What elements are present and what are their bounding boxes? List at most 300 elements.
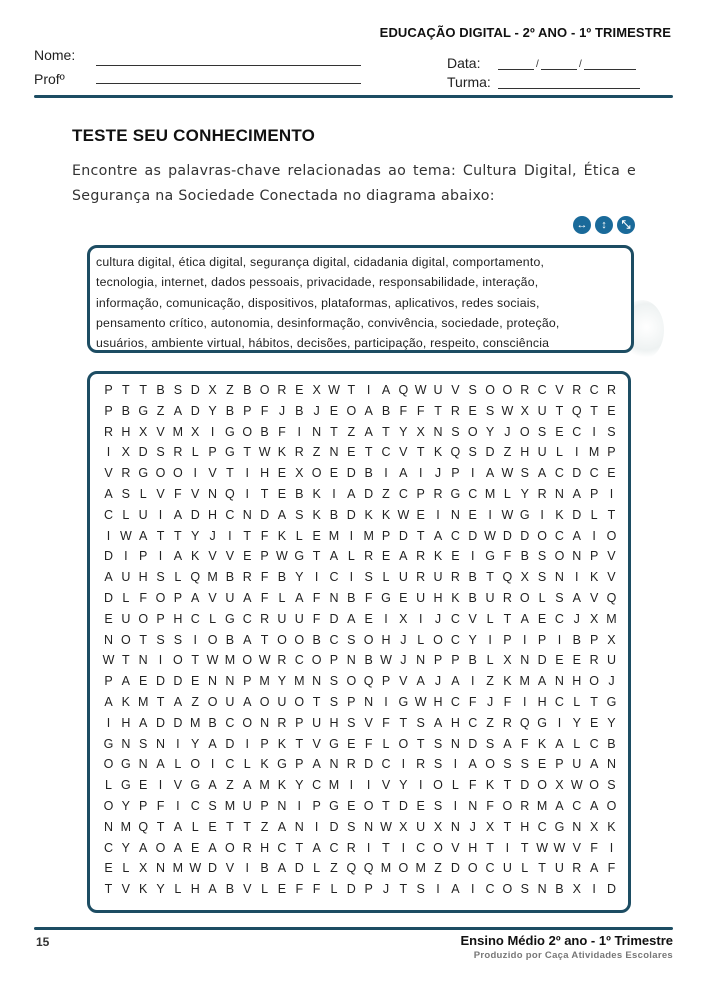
grid-letter[interactable]: N [121,736,131,751]
grid-letter[interactable]: U [416,590,426,605]
grid-letter[interactable]: V [225,549,235,564]
grid-letter[interactable]: H [173,611,183,626]
grid-letter[interactable]: A [208,736,217,751]
grid-letter[interactable]: I [523,632,527,647]
grid-letter[interactable]: U [277,611,287,626]
grid-letter[interactable]: C [450,611,460,626]
grid-letter[interactable]: L [382,736,390,751]
grid-letter[interactable]: M [606,611,617,626]
grid-letter[interactable]: T [174,528,182,543]
grid-letter[interactable]: I [523,694,527,709]
grid-letter[interactable]: D [537,653,547,668]
grid-letter[interactable]: J [400,653,407,668]
grid-letter[interactable]: I [470,466,475,481]
grid-letter[interactable]: O [537,528,547,543]
grid-letter[interactable]: U [554,861,564,876]
grid-letter[interactable]: D [103,549,114,564]
grid-letter[interactable]: Q [138,819,149,834]
grid-letter[interactable]: E [295,383,304,397]
grid-letter[interactable]: M [588,445,600,460]
grid-letter[interactable]: O [259,694,270,709]
grid-letter[interactable]: W [380,653,392,668]
grid-letter[interactable]: V [225,861,235,876]
grid-letter[interactable]: R [294,445,304,460]
grid-letter[interactable]: T [590,694,598,709]
grid-letter[interactable]: Y [191,736,200,751]
grid-letter[interactable]: T [486,570,494,585]
grid-letter[interactable]: N [520,653,530,668]
grid-letter[interactable]: F [260,590,269,605]
grid-letter[interactable]: A [589,798,599,813]
grid-letter[interactable]: F [312,611,321,626]
grid-letter[interactable]: E [399,590,408,605]
grid-letter[interactable]: O [502,798,513,813]
grid-letter[interactable]: W [414,383,427,397]
grid-letter[interactable]: P [607,445,616,460]
grid-letter[interactable]: X [191,424,200,439]
grid-letter[interactable]: K [277,778,287,793]
grid-letter[interactable]: O [363,798,374,813]
grid-letter[interactable]: B [208,715,217,730]
grid-letter[interactable]: A [243,590,252,605]
grid-letter[interactable]: J [434,466,442,481]
grid-letter[interactable]: T [122,653,130,668]
grid-letter[interactable]: P [104,403,113,418]
grid-letter[interactable]: X [503,653,512,668]
grid-letter[interactable]: U [312,715,322,730]
grid-letter[interactable]: L [486,611,494,626]
grid-letter[interactable]: G [225,424,235,439]
grid-letter[interactable]: R [346,840,356,855]
grid-letter[interactable]: N [312,424,322,439]
grid-letter[interactable]: U [433,383,443,397]
grid-letter[interactable]: C [381,445,391,460]
grid-letter[interactable]: P [589,632,599,647]
grid-letter[interactable]: I [245,861,249,876]
grid-letter[interactable]: B [364,653,373,668]
grid-letter[interactable]: E [537,611,547,626]
grid-letter[interactable]: K [503,674,512,689]
grid-letter[interactable]: M [190,715,201,730]
grid-letter[interactable]: N [156,861,166,876]
grid-letter[interactable]: S [416,715,425,730]
grid-letter[interactable]: G [398,694,409,709]
grid-letter[interactable]: P [173,590,183,605]
grid-letter[interactable]: Y [607,715,616,730]
grid-letter[interactable]: P [589,549,599,564]
grid-letter[interactable]: C [554,466,564,481]
grid-letter[interactable]: D [208,861,218,876]
grid-letter[interactable]: K [312,486,321,501]
grid-letter[interactable]: B [260,861,269,876]
grid-letter[interactable]: F [503,549,512,564]
grid-letter[interactable]: N [225,674,235,689]
grid-letter[interactable]: M [328,778,340,793]
grid-letter[interactable]: A [277,819,287,834]
grid-letter[interactable]: O [207,694,218,709]
grid-letter[interactable]: H [260,840,270,855]
grid-letter[interactable]: B [225,632,235,647]
grid-letter[interactable]: I [245,466,249,481]
grid-letter[interactable]: O [173,466,183,481]
grid-letter[interactable]: S [173,632,183,647]
grid-letter[interactable]: R [242,570,252,585]
grid-letter[interactable]: Q [571,403,582,418]
grid-letter[interactable]: S [433,757,443,772]
grid-letter[interactable]: I [314,819,319,834]
grid-letter[interactable]: S [433,798,443,813]
grid-letter[interactable]: P [104,383,113,397]
grid-letter[interactable]: N [416,653,426,668]
grid-letter[interactable]: A [139,528,148,543]
grid-letter[interactable]: T [139,383,147,397]
grid-letter[interactable]: E [139,674,148,689]
grid-letter[interactable]: N [554,570,564,585]
grid-letter[interactable]: I [210,757,215,772]
grid-letter[interactable]: W [501,466,514,481]
grid-letter[interactable]: C [329,840,339,855]
grid-letter[interactable]: I [575,445,579,460]
grid-letter[interactable]: N [208,674,218,689]
grid-letter[interactable]: Y [468,632,477,647]
grid-letter[interactable]: A [451,674,460,689]
grid-letter[interactable]: N [433,424,443,439]
grid-letter[interactable]: S [156,632,165,647]
nome-field[interactable] [96,65,361,66]
grid-letter[interactable]: F [278,424,286,439]
grid-letter[interactable]: F [416,403,425,418]
grid-letter[interactable]: Z [156,403,165,418]
grid-letter[interactable]: G [554,819,565,834]
grid-letter[interactable]: O [433,840,443,855]
grid-letter[interactable]: F [607,861,616,876]
grid-letter[interactable]: C [554,611,564,626]
grid-letter[interactable]: O [537,778,547,793]
grid-letter[interactable]: C [450,694,460,709]
grid-letter[interactable]: I [609,486,614,501]
grid-letter[interactable]: E [329,466,339,481]
grid-letter[interactable]: Z [347,424,356,439]
data-year-field[interactable] [584,69,636,70]
grid-letter[interactable]: Q [346,861,357,876]
grid-letter[interactable]: Z [434,861,442,876]
grid-letter[interactable]: T [364,445,373,460]
grid-letter[interactable]: O [519,590,530,605]
grid-letter[interactable]: P [312,798,321,813]
grid-letter[interactable]: E [364,611,373,626]
grid-letter[interactable]: W [414,694,427,709]
grid-letter[interactable]: U [121,570,131,585]
grid-letter[interactable]: Q [363,674,374,689]
grid-letter[interactable]: U [225,694,235,709]
grid-letter[interactable]: T [260,486,269,501]
grid-letter[interactable]: C [103,507,114,522]
grid-letter[interactable]: S [347,715,356,730]
grid-letter[interactable]: R [277,715,287,730]
grid-letter[interactable]: E [347,736,356,751]
grid-letter[interactable]: B [225,570,235,585]
grid-letter[interactable]: U [502,861,512,876]
grid-letter[interactable]: O [502,882,513,897]
grid-letter[interactable]: D [346,507,356,522]
grid-letter[interactable]: B [121,403,131,418]
grid-letter[interactable]: T [503,611,512,626]
grid-letter[interactable]: C [190,798,200,813]
grid-letter[interactable]: G [190,778,201,793]
grid-letter[interactable]: O [606,798,617,813]
grid-letter[interactable]: L [261,882,269,897]
grid-letter[interactable]: Q [502,570,513,585]
grid-letter[interactable]: W [536,840,548,855]
grid-letter[interactable]: H [572,674,582,689]
grid-letter[interactable]: L [209,611,217,626]
grid-letter[interactable]: F [486,798,494,813]
grid-letter[interactable]: I [470,674,475,689]
grid-letter[interactable]: W [119,528,132,543]
grid-letter[interactable]: L [313,861,321,876]
grid-letter[interactable]: R [364,549,374,564]
grid-letter[interactable]: P [208,445,217,460]
grid-letter[interactable]: E [347,445,356,460]
grid-letter[interactable]: C [554,694,564,709]
grid-letter[interactable]: V [607,570,616,585]
grid-letter[interactable]: L [538,590,546,605]
grid-letter[interactable]: L [330,882,338,897]
grid-letter[interactable]: A [277,861,287,876]
grid-letter[interactable]: K [537,736,547,751]
grid-letter[interactable]: T [416,528,425,543]
grid-letter[interactable]: C [329,632,339,647]
grid-letter[interactable]: I [349,570,354,585]
grid-letter[interactable]: O [155,466,166,481]
grid-letter[interactable]: I [488,632,492,647]
grid-letter[interactable]: P [381,528,391,543]
grid-letter[interactable]: S [347,632,356,647]
grid-letter[interactable]: N [329,590,339,605]
grid-letter[interactable]: D [260,507,270,522]
grid-letter[interactable]: B [347,590,356,605]
grid-letter[interactable]: A [173,694,183,709]
grid-letter[interactable]: A [364,424,373,439]
grid-letter[interactable]: V [312,736,321,751]
grid-letter[interactable]: O [346,403,357,418]
grid-letter[interactable]: Y [572,715,581,730]
grid-letter[interactable]: R [537,486,547,501]
grid-letter[interactable]: Z [226,383,234,397]
grid-letter[interactable]: O [311,466,322,481]
grid-letter[interactable]: L [243,757,251,772]
grid-letter[interactable]: P [364,882,373,897]
grid-letter[interactable]: T [226,466,234,481]
grid-letter[interactable]: V [607,549,616,564]
grid-letter[interactable]: A [555,736,564,751]
grid-letter[interactable]: X [520,570,529,585]
grid-letter[interactable]: W [501,507,514,522]
grid-letter[interactable]: F [590,840,598,855]
grid-letter[interactable]: M [172,861,184,876]
grid-letter[interactable]: O [346,674,357,689]
grid-letter[interactable]: D [294,861,304,876]
grid-letter[interactable]: K [121,694,131,709]
grid-letter[interactable]: D [520,528,530,543]
grid-letter[interactable]: I [436,507,440,522]
grid-letter[interactable]: M [207,570,218,585]
grid-letter[interactable]: I [384,466,388,481]
grid-letter[interactable]: B [520,549,529,564]
grid-letter[interactable]: N [138,653,148,668]
grid-letter[interactable]: D [329,611,339,626]
grid-letter[interactable]: N [208,486,218,501]
grid-letter[interactable]: G [120,778,131,793]
grid-letter[interactable]: E [555,424,564,439]
grid-letter[interactable]: A [537,674,547,689]
grid-letter[interactable]: O [259,383,270,397]
grid-letter[interactable]: V [451,383,460,397]
grid-letter[interactable]: R [416,570,426,585]
grid-letter[interactable]: P [503,632,512,647]
grid-letter[interactable]: E [191,674,200,689]
grid-letter[interactable]: Z [382,486,390,501]
grid-letter[interactable]: S [347,819,356,834]
grid-letter[interactable]: K [277,445,287,460]
grid-letter[interactable]: R [416,757,426,772]
grid-letter[interactable]: B [277,570,287,585]
grid-letter[interactable]: P [347,694,356,709]
grid-letter[interactable]: N [242,507,252,522]
grid-letter[interactable]: J [469,819,476,834]
grid-letter[interactable]: U [138,507,148,522]
grid-letter[interactable]: D [468,736,478,751]
grid-letter[interactable]: S [173,383,183,397]
grid-letter[interactable]: A [173,403,183,418]
grid-letter[interactable]: C [554,528,564,543]
grid-letter[interactable]: N [450,736,460,751]
grid-letter[interactable]: O [311,653,322,668]
grid-letter[interactable]: L [573,694,581,709]
grid-letter[interactable]: E [607,466,616,481]
grid-letter[interactable]: U [433,570,443,585]
grid-letter[interactable]: Q [225,486,235,501]
grid-letter[interactable]: E [329,403,339,418]
grid-letter[interactable]: I [436,882,440,897]
grid-letter[interactable]: I [540,507,544,522]
grid-letter[interactable]: M [259,674,270,689]
grid-letter[interactable]: D [398,798,408,813]
grid-letter[interactable]: W [501,403,514,418]
grid-letter[interactable]: A [208,778,217,793]
grid-letter[interactable]: S [156,445,165,460]
grid-letter[interactable]: O [173,653,183,668]
grid-letter[interactable]: U [294,611,304,626]
grid-letter[interactable]: A [399,549,408,564]
grid-letter[interactable]: C [225,757,235,772]
grid-letter[interactable]: K [312,507,321,522]
grid-letter[interactable]: C [468,715,478,730]
grid-letter[interactable]: X [589,611,599,626]
grid-letter[interactable]: T [156,819,165,834]
grid-letter[interactable]: C [329,570,339,585]
grid-letter[interactable]: L [573,736,581,751]
grid-letter[interactable]: W [553,840,566,855]
grid-letter[interactable]: E [104,861,113,876]
grid-letter[interactable]: I [314,570,319,585]
grid-letter[interactable]: I [176,736,180,751]
grid-letter[interactable]: A [173,507,183,522]
grid-letter[interactable]: U [606,653,616,668]
grid-letter[interactable]: Z [260,819,269,834]
grid-letter[interactable]: I [418,778,423,793]
grid-letter[interactable]: F [139,590,147,605]
grid-letter[interactable]: A [208,882,217,897]
grid-letter[interactable]: H [329,715,339,730]
grid-letter[interactable]: V [572,840,581,855]
grid-letter[interactable]: M [415,861,426,876]
grid-letter[interactable]: A [173,819,183,834]
grid-letter[interactable]: H [121,424,131,439]
grid-letter[interactable]: K [589,570,599,585]
grid-letter[interactable]: V [208,549,217,564]
grid-letter[interactable]: O [467,861,478,876]
grid-letter[interactable]: B [468,570,477,585]
grid-letter[interactable]: I [366,778,371,793]
grid-letter[interactable]: T [555,403,564,418]
grid-letter[interactable]: R [433,486,443,501]
grid-letter[interactable]: W [102,653,115,668]
grid-letter[interactable]: S [208,798,217,813]
grid-letter[interactable]: P [416,486,425,501]
grid-letter[interactable]: O [467,424,478,439]
grid-letter[interactable]: O [433,778,443,793]
grid-letter[interactable]: O [363,632,374,647]
grid-letter[interactable]: S [416,882,425,897]
grid-letter[interactable]: T [486,840,494,855]
grid-letter[interactable]: B [555,882,564,897]
grid-letter[interactable]: S [537,570,547,585]
grid-letter[interactable]: C [294,653,304,668]
grid-letter[interactable]: V [104,466,113,481]
grid-letter[interactable]: B [468,590,477,605]
grid-letter[interactable]: S [468,383,477,397]
grid-letter[interactable]: O [190,757,201,772]
grid-letter[interactable]: P [555,757,564,772]
grid-letter[interactable]: R [502,590,512,605]
grid-letter[interactable]: X [208,383,217,397]
grid-letter[interactable]: G [277,757,287,772]
grid-letter[interactable]: V [156,486,165,501]
grid-letter[interactable]: D [138,445,148,460]
grid-letter[interactable]: M [137,694,149,709]
grid-letter[interactable]: G [606,694,617,709]
grid-letter[interactable]: M [294,674,305,689]
grid-letter[interactable]: T [226,819,234,834]
grid-letter[interactable]: C [103,840,114,855]
grid-letter[interactable]: L [555,445,563,460]
grid-letter[interactable]: W [570,778,583,793]
grid-letter[interactable]: H [121,715,131,730]
grid-letter[interactable]: E [572,653,581,668]
grid-letter[interactable]: P [260,549,269,564]
grid-letter[interactable]: V [555,383,564,397]
grid-letter[interactable]: E [277,466,287,481]
grid-letter[interactable]: L [521,861,529,876]
grid-letter[interactable]: Q [450,445,461,460]
grid-letter[interactable]: R [606,383,616,397]
grid-letter[interactable]: X [607,632,616,647]
grid-letter[interactable]: H [190,882,200,897]
grid-letter[interactable]: R [520,798,530,813]
grid-letter[interactable]: Y [485,424,495,439]
grid-letter[interactable]: A [399,466,408,481]
